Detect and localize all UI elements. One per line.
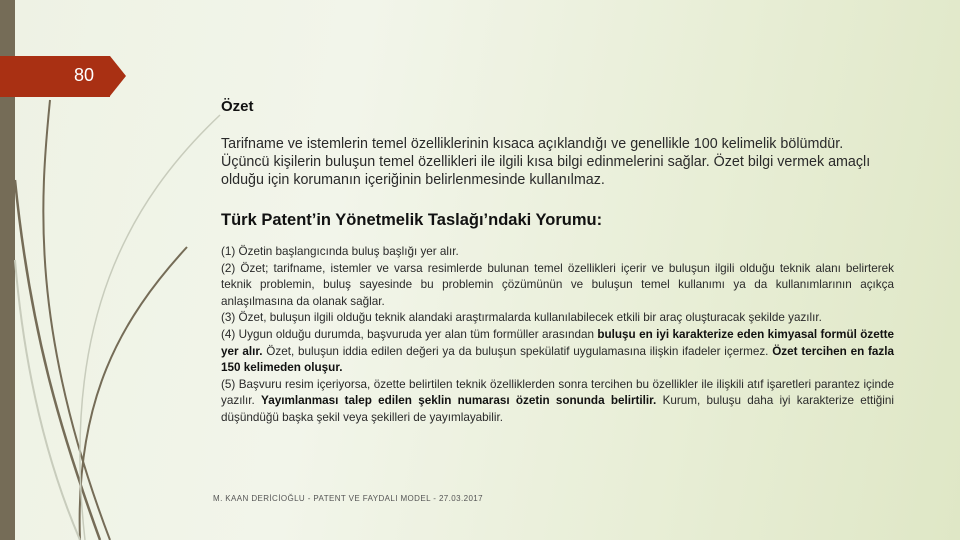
rule-5-text-a: (5) Başvuru resim içeriyorsa, özette belirtilen teknik özelliklerden sonra tercihen bu özellikler ile ilişkili atıf işaretleri parantez içinde yazılır. [221, 377, 894, 408]
slide-content [221, 98, 894, 427]
rule-4-text-b: Özet, buluşun iddia edilen değeri ya da buluşun spekülatif uygulamasına ilişkin ifadeler içermez. [262, 344, 773, 358]
rule-item-2: (2) Özet; tarifname, istemler ve varsa resimlerde bulunan temel özellikleri içerir ve buluşun ilgili olduğu teknik alanı belirterek teknik problemin, buluş sayesinde bu problemin çözümünün ve buluşun temel kullanımı ya da kullanımlarının açıkça anlaşılmasına da olanak sağlar. [221, 261, 894, 308]
slide-number: 80 [74, 65, 95, 85]
slide-number-banner [0, 56, 110, 97]
rule-5-text-b: Kurum, buluşu daha iyi karakterize ettiğini düşündüğü başka şekil veya şekilleri de yayımlayabilir. [221, 394, 895, 424]
rule-item-3: (3) Özet, buluşun ilgili olduğu teknik alandaki araştırmalarda kullanılabilecek etkili bir araç oluşturacak şekilde yazılır. [221, 311, 822, 325]
slide-footer: M. KAAN DERİCİOĞLU - PATENT VE FAYDALI MODEL - 27.03.2017 [213, 494, 483, 503]
rule-item-5 [221, 377, 894, 427]
section-title: Özet [221, 98, 254, 115]
rule-4-text-a: (4) Uygun olduğu durumda, başvuruda yer alan tüm formüller arasından [221, 327, 598, 341]
subtitle: Türk Patent’in Yönetmelik Taslağı’ndaki Yorumu: [221, 211, 603, 229]
rule-item-1: (1) Özetin başlangıcında buluş başlığı yer alır. [221, 245, 459, 258]
intro-paragraph: Tarifname ve istemlerin temel özelliklerinin kısaca açıklandığı ve genellikle 100 kelimelik bölümdür. Üçüncü kişilerin buluşun temel özellikleri ile ilgili kısa bilgi edinmelerini sağlar. Özet bilgi vermek amaçlı olduğu için korumanın içeriğinin belirlenmesinde kullanılmaz. [221, 136, 871, 188]
rule-4-bold-b: Özet tercihen en fazla 150 kelimeden oluşur. [221, 344, 894, 375]
rule-item-4 [221, 327, 894, 377]
rule-4-bold-a: buluşu en iyi karakterize eden kimyasal formül özette yer alır. [221, 327, 894, 358]
rules-list [221, 244, 894, 427]
rule-5-bold-a: Yayımlanması talep edilen şeklin numarası özetin sonunda belirtilir. [261, 394, 657, 408]
